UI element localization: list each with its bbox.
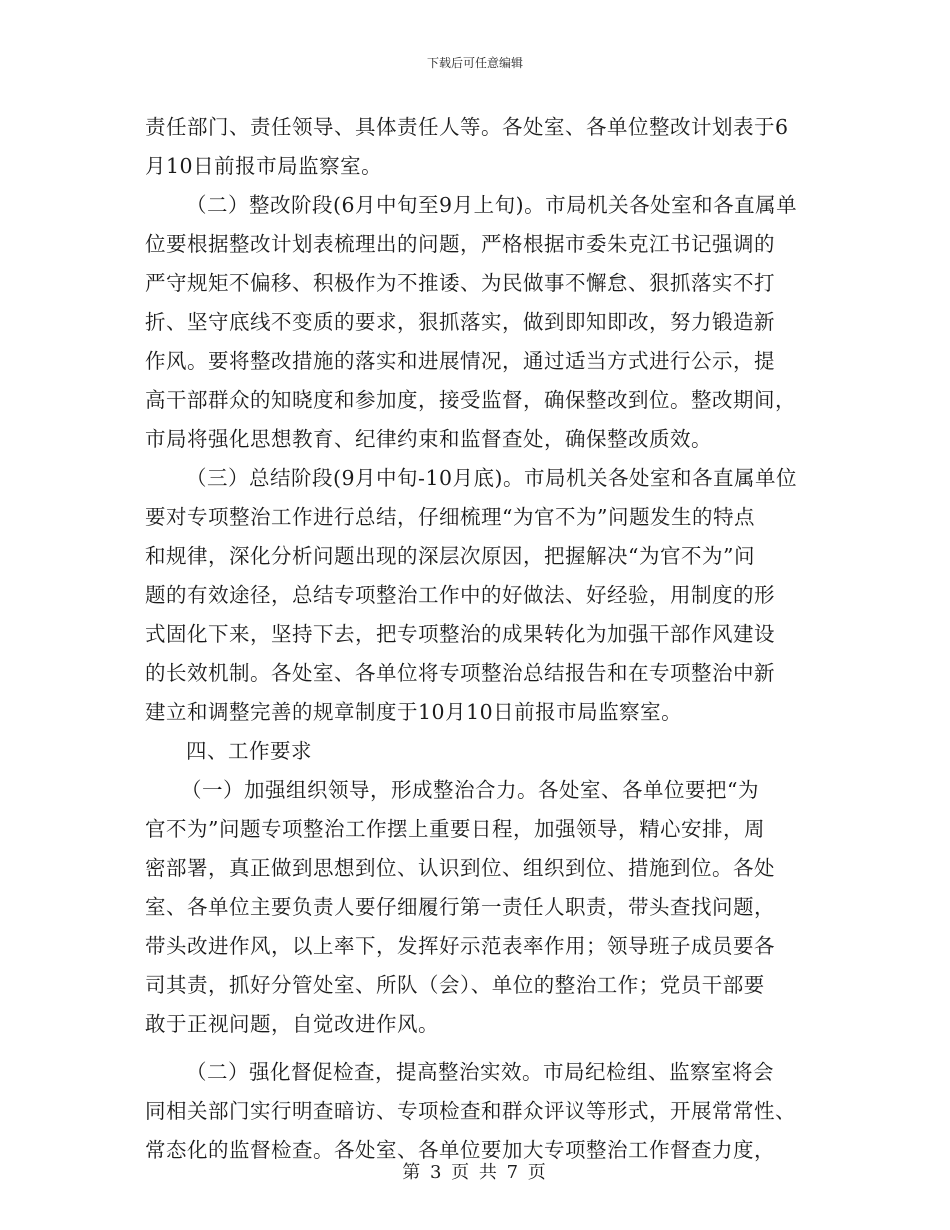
text-line: 高干部群众的知晓度和参加度，接受监督，确保整改到位。整改期间， <box>145 388 796 412</box>
text-line: 责任部门、责任领导、具体责任人等。各处室、各单位整改计划表于6 <box>145 115 789 139</box>
text-line: 题的有效途径，总结专项整治工作中的好做法、好经验，用制度的形 <box>145 583 775 607</box>
text-line: 市局将强化思想教育、纪律约束和监督查处，确保整改质效。 <box>145 427 712 451</box>
text-line: 官不为”问题专项整治工作摆上重要日程，加强领导，精心安排，周 <box>145 817 765 841</box>
text-line: 作风。要将整改措施的落实和进展情况，通过适当方式进行公示，提 <box>145 349 775 373</box>
text-line: 要对专项整治工作进行总结，仔细梳理“为官不为”问题发生的特点 <box>145 505 755 529</box>
text-line: 敢于正视问题，自觉改进作风。 <box>145 1012 439 1036</box>
text-line: 密部署，真正做到思想到位、认识到位、组织到位、措施到位。各处 <box>145 856 775 880</box>
text-line: 月10日前报市局监察室。 <box>145 154 383 178</box>
text-line: 位要根据整改计划表梳理出的问题，严格根据市委朱克江书记强调的 <box>145 232 775 256</box>
text-line: 室、各单位主要负责人要仔细履行第一责任人职责，带头查找问题， <box>145 895 775 919</box>
section-heading: 四、工作要求 <box>186 739 312 763</box>
text-line: 建立和调整完善的规章制度于10月10日前报市局监察室。 <box>145 700 683 724</box>
body-text <box>145 108 805 1170</box>
text-line: 式固化下来，坚持下去，把专项整治的成果转化为加强干部作风建设 <box>145 622 775 646</box>
text-line: 同相关部门实行明查暗访、专项检查和群众评议等形式，开展常常性、 <box>145 1099 796 1123</box>
text-line: （二）整改阶段(6月中旬至9月上旬)。市局机关各处室和各直属单 <box>186 193 798 217</box>
page-number: 第 3 页 共 7 页 <box>402 1162 548 1183</box>
text-line: 折、坚守底线不变质的要求，狠抓落实，做到即知即改，努力锻造新 <box>145 310 775 334</box>
text-line: （一）加强组织领导，形成整治合力。各处室、各单位要把“为 <box>181 778 759 802</box>
text-line: 带头改进作风，以上率下，发挥好示范表率作用；领导班子成员要各 <box>145 934 775 958</box>
text-line: 严守规矩不偏移、积极作为不推诿、为民做事不懈怠、狠抓落实不打 <box>145 271 775 295</box>
text-line: （二）强化督促检查，提高整治实效。市局纪检组、监察室将会 <box>186 1060 774 1084</box>
text-line: 的长效机制。各处室、各单位将专项整治总结报告和在专项整治中新 <box>145 661 775 685</box>
text-line: 常态化的监督检查。各处室、各单位要加大专项整治工作督查力度， <box>145 1138 775 1162</box>
text-line: 和规律，深化分析问题出现的深层次原因，把握解决“为官不为”问 <box>145 544 755 568</box>
text-line: （三）总结阶段(9月中旬-10月底)。市局机关各处室和各直属单位 <box>186 466 798 490</box>
header-note: 下载后可任意编辑 <box>426 56 523 70</box>
text-line: 司其责，抓好分管处室、所队（会）、单位的整治工作；党员干部要 <box>145 973 765 997</box>
